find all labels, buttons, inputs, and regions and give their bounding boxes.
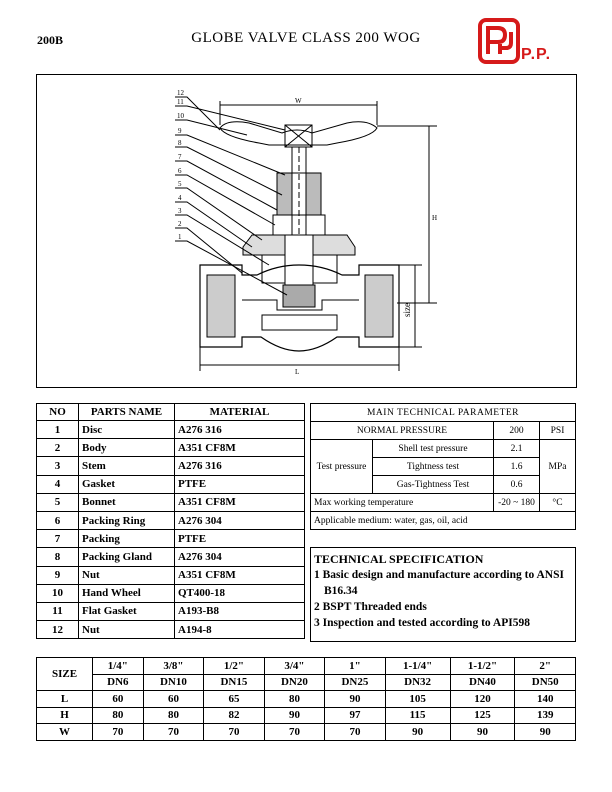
- dimension-value: 65: [204, 691, 265, 708]
- spec-line-2: 2 BSPT Threaded ends: [314, 601, 427, 613]
- callout-9: 9: [178, 127, 182, 135]
- table-row: [37, 584, 305, 602]
- part-number: 10: [37, 584, 79, 602]
- technical-specification: [310, 547, 576, 642]
- part-material: PTFE: [175, 475, 305, 493]
- part-material: A276 316: [175, 457, 305, 475]
- part-name: Stem: [79, 457, 175, 475]
- part-name: Gasket: [79, 475, 175, 493]
- dim-size-label: size: [402, 303, 412, 317]
- parts-table: [36, 403, 305, 639]
- dimension-label: H: [37, 707, 93, 724]
- part-name: Nut: [79, 621, 175, 639]
- medium-row: [311, 512, 576, 530]
- temperature-unit: °C: [540, 494, 576, 512]
- normal-pressure-row: [311, 422, 576, 440]
- part-number: 11: [37, 602, 79, 620]
- size-inch: 1/2": [204, 658, 265, 675]
- dimension-value: 80: [264, 691, 325, 708]
- callout-2: 2: [178, 220, 182, 228]
- size-dn: DN20: [264, 674, 325, 691]
- size-inch: 2": [515, 658, 576, 675]
- part-number: 8: [37, 548, 79, 566]
- dimension-value: 120: [450, 691, 515, 708]
- callout-11: 11: [177, 98, 184, 106]
- part-material: A276 316: [175, 421, 305, 439]
- dimension-value: 70: [93, 724, 144, 741]
- part-number: 2: [37, 439, 79, 457]
- part-name: Disc: [79, 421, 175, 439]
- size-label: SIZE: [37, 658, 93, 691]
- size-dn: DN25: [325, 674, 386, 691]
- dimension-value: 80: [93, 707, 144, 724]
- table-row: [37, 566, 305, 584]
- table-row: [37, 421, 305, 439]
- table-row: [37, 707, 576, 724]
- size-inch-row: [37, 658, 576, 675]
- callout-5: 5: [178, 180, 182, 188]
- part-material: A194-8: [175, 621, 305, 639]
- part-material: A276 304: [175, 548, 305, 566]
- test-pressure-label: Test pressure: [311, 440, 373, 494]
- dimension-value: 90: [325, 691, 386, 708]
- size-dn: DN50: [515, 674, 576, 691]
- size-dn: DN32: [385, 674, 450, 691]
- temperature-value: -20 ~ 180: [494, 494, 540, 512]
- normal-pressure-unit: PSI: [540, 422, 576, 440]
- param-title-row: [311, 404, 576, 422]
- table-row: [37, 475, 305, 493]
- size-dn: DN40: [450, 674, 515, 691]
- dimension-value: 70: [143, 724, 204, 741]
- parts-header-row: [37, 404, 305, 421]
- table-row: [37, 602, 305, 620]
- size-inch: 1-1/4": [385, 658, 450, 675]
- size-inch: 3/8": [143, 658, 204, 675]
- callout-1: 1: [178, 233, 182, 241]
- gas-test-label: Gas-Tightness Test: [373, 476, 494, 494]
- part-name: Nut: [79, 566, 175, 584]
- tightness-test-label: Tightness test: [373, 458, 494, 476]
- part-name: Packing Ring: [79, 511, 175, 529]
- part-material: A193-B8: [175, 602, 305, 620]
- gas-test-value: 0.6: [494, 476, 540, 494]
- callout-4: 4: [178, 194, 182, 202]
- shell-test-label: Shell test pressure: [373, 440, 494, 458]
- size-dn: DN10: [143, 674, 204, 691]
- part-number: 1: [37, 421, 79, 439]
- part-name: Bonnet: [79, 493, 175, 511]
- callout-7: 7: [178, 153, 182, 161]
- dimension-value: 125: [450, 707, 515, 724]
- part-material: A276 304: [175, 511, 305, 529]
- col-parts-name: PARTS NAME: [79, 404, 175, 421]
- part-number: 3: [37, 457, 79, 475]
- size-dn-row: [37, 674, 576, 691]
- temperature-label: Max working temperature: [311, 494, 494, 512]
- dimensions-table: [36, 657, 576, 741]
- dimension-value: 70: [204, 724, 265, 741]
- spec-line-1: 1 Basic design and manufacture according to ANSI: [314, 569, 564, 581]
- dimension-label: W: [37, 724, 93, 741]
- callout-3: 3: [178, 207, 182, 215]
- part-name: Packing Gland: [79, 548, 175, 566]
- part-material: PTFE: [175, 530, 305, 548]
- tightness-test-value: 1.6: [494, 458, 540, 476]
- medium-label: Applicable medium: water, gas, oil, acid: [311, 512, 576, 530]
- dimension-value: 70: [264, 724, 325, 741]
- size-dn: DN6: [93, 674, 144, 691]
- size-inch: 1-1/2": [450, 658, 515, 675]
- dimension-value: 90: [264, 707, 325, 724]
- callout-6: 6: [178, 167, 182, 175]
- col-material: MATERIAL: [175, 404, 305, 421]
- table-row: [37, 548, 305, 566]
- valve-drawing: [36, 74, 577, 388]
- size-inch: 1": [325, 658, 386, 675]
- dimension-value: 80: [143, 707, 204, 724]
- table-row: [37, 530, 305, 548]
- table-row: [37, 439, 305, 457]
- part-material: A351 CF8M: [175, 493, 305, 511]
- table-row: [37, 621, 305, 639]
- size-inch: 1/4": [93, 658, 144, 675]
- part-material: QT400-18: [175, 584, 305, 602]
- normal-pressure-value: 200: [494, 422, 540, 440]
- part-number: 9: [37, 566, 79, 584]
- part-number: 7: [37, 530, 79, 548]
- part-number: 4: [37, 475, 79, 493]
- shell-test-row: [311, 440, 576, 458]
- size-inch: 3/4": [264, 658, 325, 675]
- dimension-value: 140: [515, 691, 576, 708]
- spec-line-1b: B16.34: [324, 585, 358, 597]
- param-title: MAIN TECHNICAL PARAMETER: [311, 404, 576, 422]
- table-row: [37, 691, 576, 708]
- table-row: [37, 724, 576, 741]
- model-number: 200B: [37, 33, 64, 47]
- part-material: A351 CF8M: [175, 439, 305, 457]
- dimension-value: 105: [385, 691, 450, 708]
- dimension-value: 60: [143, 691, 204, 708]
- part-number: 5: [37, 493, 79, 511]
- normal-pressure-label: NORMAL PRESSURE: [311, 422, 494, 440]
- dimension-value: 139: [515, 707, 576, 724]
- part-number: 12: [37, 621, 79, 639]
- dimension-value: 90: [385, 724, 450, 741]
- dimension-value: 97: [325, 707, 386, 724]
- temperature-row: [311, 494, 576, 512]
- part-name: Packing: [79, 530, 175, 548]
- spec-title: TECHNICAL SPECIFICATION: [314, 552, 484, 566]
- col-no: NO: [37, 404, 79, 421]
- dimension-value: 70: [325, 724, 386, 741]
- page-title: GLOBE VALVE CLASS 200 WOG: [191, 30, 421, 46]
- part-name: Body: [79, 439, 175, 457]
- dimension-value: 90: [515, 724, 576, 741]
- shell-test-value: 2.1: [494, 440, 540, 458]
- callout-10: 10: [177, 112, 184, 120]
- table-row: [37, 457, 305, 475]
- dimension-value: 90: [450, 724, 515, 741]
- dimension-label: L: [37, 691, 93, 708]
- table-row: [37, 511, 305, 529]
- dim-h-label: H: [432, 214, 438, 222]
- dim-w-label: W: [295, 97, 302, 105]
- dimension-value: 82: [204, 707, 265, 724]
- brand-name: P.P.: [521, 46, 552, 63]
- spec-line-3: 3 Inspection and tested according to API598: [314, 617, 530, 629]
- table-row: [37, 493, 305, 511]
- part-number: 6: [37, 511, 79, 529]
- callout-8: 8: [178, 139, 182, 147]
- valve-cross-section: [37, 75, 575, 386]
- dim-l-label: L: [295, 368, 300, 376]
- part-name: Hand Wheel: [79, 584, 175, 602]
- size-dn: DN15: [204, 674, 265, 691]
- mpa-unit: MPa: [540, 440, 576, 494]
- part-material: A351 CF8M: [175, 566, 305, 584]
- technical-parameter-table: [310, 403, 576, 530]
- dimension-value: 115: [385, 707, 450, 724]
- callout-12: 12: [177, 89, 184, 97]
- dimension-value: 60: [93, 691, 144, 708]
- part-name: Flat Gasket: [79, 602, 175, 620]
